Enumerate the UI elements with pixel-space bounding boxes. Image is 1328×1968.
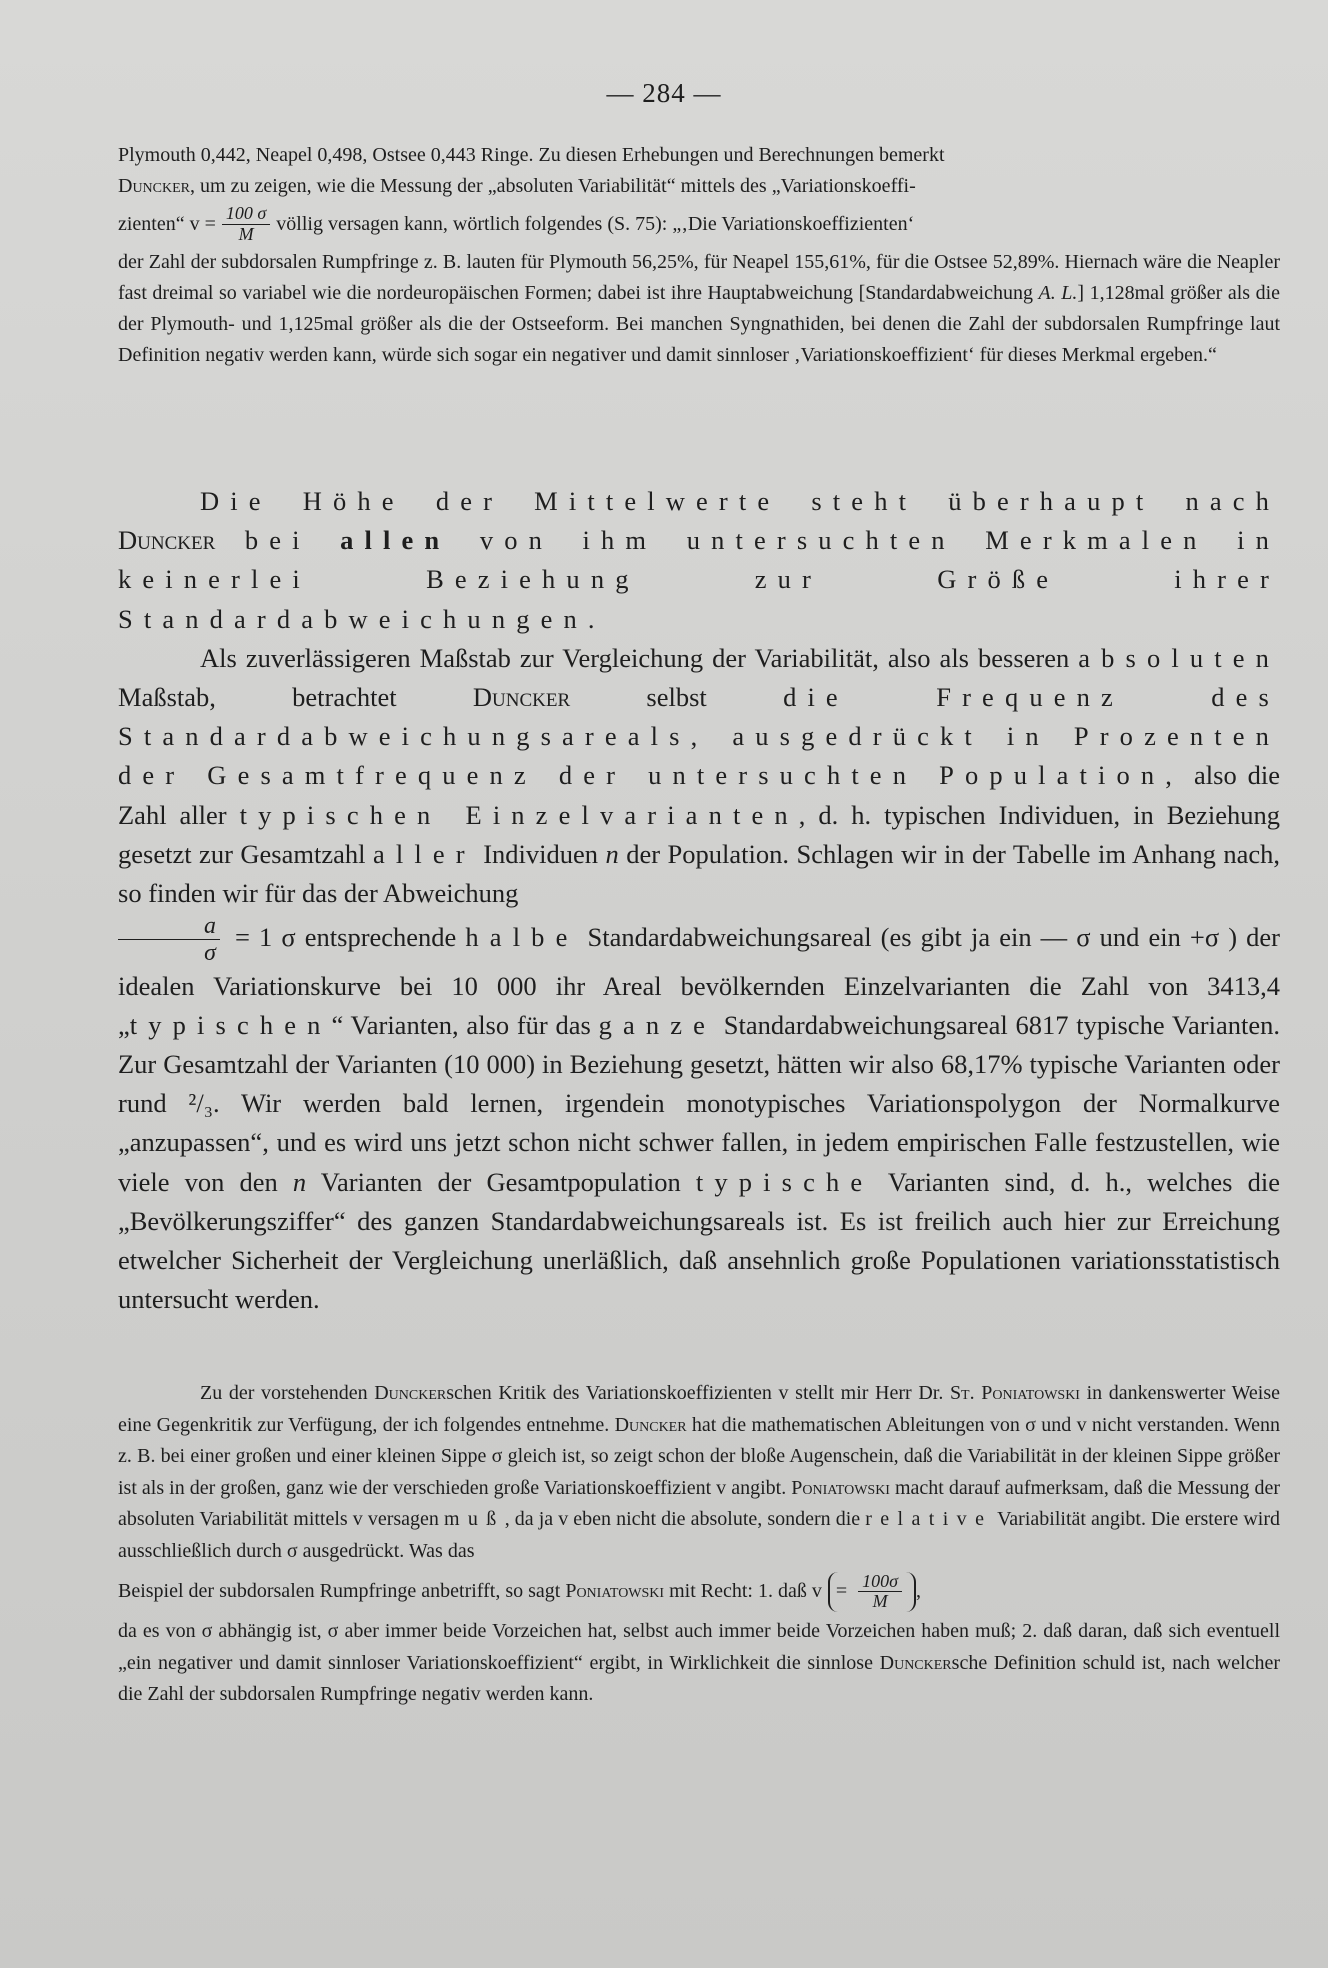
main-text: [118, 482, 1280, 1320]
p2-sp4: aller: [372, 838, 476, 869]
quote-block: [118, 140, 1280, 371]
fn-fraction-numerator: 100σ: [858, 1572, 902, 1593]
ratio-denominator: σ: [204, 940, 216, 967]
footnote-text-2: [118, 1616, 1280, 1711]
footnote-formula-line: Beispiel der subdorsalen Rumpfringe anbetrifft, so sagt Poniatowski mit Recht: 1. daß v = $\frac{100\sigma}{M}$ ,: [118, 1570, 922, 1612]
formula-post: völlig versagen kann, wörtlich folgendes (S. 75): „‚Die Variationskoeffizienten‘: [276, 212, 915, 235]
quote-rest-a: der Zahl der subdorsalen Rumpfringe z. B. lauten für Plymouth 56,25%, für Neapel 155,61%, für die Ostsee 52,89%. Hiernach wäre die Neapler fast dreimal so variabel wie die nordeuropäischen Formen; dabei ist ihre Hauptabweichung [Standardabweichung: [118, 250, 1280, 304]
p1-b: bei: [215, 525, 341, 556]
fn-sp1: muß: [443, 1508, 505, 1531]
p2-author: Duncker: [472, 682, 571, 713]
p2-sp3: typischen Einzelvarianten: [239, 799, 799, 830]
footnote-paren-formula: [828, 1572, 916, 1613]
p2-a: Als zuverlässigeren Maßstab zur Vergleichung der Variabilität, also als besseren: [200, 642, 1079, 673]
quote-rest-b: ] 1,128mal größer als die der Plymouth- und 1,125mal größer als die der Ostseeform. Bei manchen Syngnathiden, bei denen die Zahl der subdorsalen Rumpfringe laut Definition negativ werden kann, würde sich sogar ein negativer und damit sinnloser ‚Variationskoeffizient‘ für dieses Merkmal ergeben.“: [118, 281, 1280, 366]
fn-fraction: [858, 1572, 902, 1613]
fn-b: schen Kritik des Variationskoeffizienten v stellt mir Herr Dr.: [446, 1382, 950, 1404]
p2-sp5: halbe: [465, 922, 579, 953]
quote-rest: [118, 247, 1280, 371]
p1-bold: allen: [340, 525, 451, 556]
fn-e: macht darauf aufmerksam, daß die Messung der absoluten Variabilität mittels v versagen: [118, 1476, 1280, 1531]
p1-c: von ihm untersuchten Merkmalen in keinerlei Beziehung zur Größe ihrer Standardabweichungen.: [118, 525, 1280, 634]
fn-fraction-denominator: M: [872, 1591, 888, 1612]
paragraph-2: [118, 639, 1280, 1320]
p2-sp2: die Frequenz des Standardabweichungsareals, ausgedrückt in Prozenten der Gesamtfrequenz der untersuchten Population,: [118, 682, 1280, 791]
formula-fraction: [222, 204, 270, 245]
fn-author-1: Duncker: [374, 1382, 447, 1404]
quote-line-1: Plymouth 0,442, Neapel 0,498, Ostsee 0,443 Ringe. Zu diesen Erhebungen und Berechnungen bemerkt: [118, 144, 945, 166]
p2-g: der Population. Schlagen wir in der Tabelle im Anhang nach, so finden wir für das der Abweichung: [118, 838, 1281, 909]
p2-h: = 1 σ entsprechende: [225, 922, 466, 953]
fn-author-3: Duncker: [614, 1413, 687, 1436]
p2-k: Standardabweichungsareal 6817 typische Varianten. Zur Gesamtzahl der Varianten (10 000) in Beziehung gesetzt, hätten wir also 68,17% typische Varianten oder rund ²/₃. Wir werden bald lernen, irgendein monotypisches Variationspolygon der Normalkurve „anzupassen“, und es wird uns jetzt schon nicht schwer fallen, in jedem empirischen Falle festzustellen, wie viele von den: [118, 1009, 1281, 1197]
page-number: — 284 —: [606, 78, 722, 108]
fn-line-mid: mit Recht: 1. daß v: [669, 1580, 822, 1603]
formula-pre: zienten“ v =: [118, 212, 216, 235]
author-name: Duncker: [118, 175, 191, 197]
ratio-numerator: a: [118, 913, 220, 940]
p2-sp8: typische: [695, 1166, 874, 1197]
formula-line: [118, 204, 1280, 245]
fn-author-6: Duncker: [879, 1651, 952, 1674]
quote-line-2-text: , um zu zeigen, wie die Messung der „absoluten Variabilität“ mittels des „Variationskoeffi-: [190, 175, 916, 197]
p2-f: Individuen: [475, 838, 606, 869]
formula-numerator: 100 σ: [222, 204, 270, 225]
footnote: [118, 1378, 1280, 1711]
p2-c: selbst: [570, 682, 784, 713]
fn-author-2: St. Poniatowski: [949, 1382, 1080, 1404]
fn-paren-eq: =: [835, 1579, 848, 1602]
p2-sp6: typischen: [129, 1009, 332, 1040]
fn-h: da es von σ abhängig ist, σ aber immer beide Vorzeichen hat, selbst auch immer beide Vorzeichen haben muß; 2. daß daran, daß sich eventuell „ein negativer und damit sinnloser Variationskoeffizient“ ergibt, in Wirklichkeit die sinnlose: [118, 1620, 1280, 1674]
p2-j: “ Varianten, also für das: [331, 1009, 599, 1040]
p2-b: Maßstab, betrachtet: [118, 682, 473, 713]
p2-sp1: absoluten: [1078, 642, 1280, 673]
p2-n: n: [605, 838, 619, 869]
p2-sp7: ganze: [598, 1009, 717, 1040]
formula-denominator: M: [238, 223, 254, 244]
paragraph-1: [118, 482, 1280, 639]
fn-a: Zu der vorstehenden: [200, 1382, 375, 1404]
fn-i: sche Definition schuld ist, nach welcher die Zahl der subdorsalen Rumpfringe negativ werden kann.: [118, 1651, 1280, 1706]
p2-m: Varianten sind, d. h., welches die „Bevölkerungsziffer“ des ganzen Standardabweichungsareals ist. Es ist freilich auch hier zur Erreichung etwelcher Sicherheit der Vergleichung unerläßlich, daß ansehnlich große Populationen variationsstatistisch untersucht werden.: [118, 1166, 1280, 1315]
fn-author-4: Poniatowski: [791, 1476, 890, 1499]
fn-f: , da ja v eben nicht die absolute, sondern die: [504, 1508, 866, 1531]
fn-author-5: Poniatowski: [565, 1580, 665, 1603]
p1-a: Die Höhe der Mittelwerte steht überhaupt nach: [200, 486, 1280, 516]
fn-line-pre: Beispiel der subdorsalen Rumpfringe anbetrifft, so sagt: [118, 1580, 561, 1603]
p2-n2: n: [292, 1166, 307, 1197]
p2-d: also die Zahl aller: [118, 760, 1281, 830]
p2-i: Standardabweichungsareal (es gibt ja ein — σ und ein +σ ) der idealen Variationskurve bei 10 000 ihr Areal bevölkernden Einzelvarianten die Zahl von 3413,4 „: [118, 922, 1280, 1040]
footnote-text: [118, 1378, 1280, 1568]
fn-d: hat die mathematischen Ableitungen von σ und v nicht verstanden. Wenn z. B. bei einer großen und einer kleinen Sippe σ gleich ist, so zeigt schon der bloße Augenschein, daß die Variabilität in der kleinen Sippe größer ist als in der großen, ganz wie der verschieden große Variationskoeffizient v angibt.: [118, 1413, 1280, 1499]
fn-g: Variabilität angibt. Die erstere wird ausschließlich durch σ ausgedrückt. Was das: [118, 1508, 1280, 1562]
p2-e: , d. h. typischen Individuen, in Beziehung gesetzt zur Gesamtzahl: [118, 799, 1281, 869]
quote-line-2: [118, 171, 1280, 202]
quote-initials: A. L.: [1038, 281, 1078, 304]
ratio-fraction: [118, 913, 220, 966]
p1-author: Duncker: [118, 525, 216, 556]
fn-sp2: relative: [865, 1508, 993, 1531]
fn-c: in dankenswerter Weise eine Gegenkritik zur Verfügung, der ich folgendes entnehme.: [118, 1382, 1281, 1436]
p2-l: Varianten der Gesamtpopulation: [306, 1166, 696, 1197]
